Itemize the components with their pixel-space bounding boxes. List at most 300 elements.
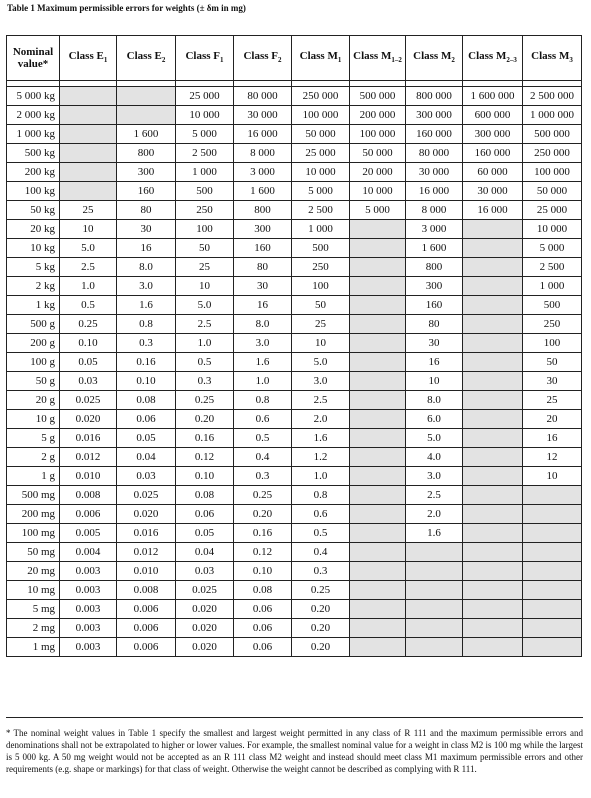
empty-cell <box>350 277 406 296</box>
mpe-value-cell: 80 000 <box>234 87 292 106</box>
mpe-value-cell: 800 <box>117 144 176 163</box>
mpe-value-cell: 100 000 <box>350 125 406 144</box>
empty-cell <box>350 220 406 239</box>
mpe-value-cell: 8.0 <box>406 391 463 410</box>
mpe-value-cell: 0.08 <box>176 486 234 505</box>
mpe-value-cell: 1.6 <box>292 429 350 448</box>
nominal-value-cell: 2 mg <box>7 619 60 638</box>
mpe-value-cell: 5.0 <box>292 353 350 372</box>
column-header-subscript: 3 <box>569 56 573 64</box>
mpe-value-cell: 1.0 <box>234 372 292 391</box>
mpe-value-cell: 0.25 <box>292 581 350 600</box>
mpe-value-cell: 1 000 000 <box>523 106 582 125</box>
mpe-value-cell: 2 500 <box>176 144 234 163</box>
mpe-value-cell: 50 <box>176 239 234 258</box>
mpe-value-cell: 1 000 <box>176 163 234 182</box>
nominal-value-cell: 5 g <box>7 429 60 448</box>
nominal-value-cell: 10 g <box>7 410 60 429</box>
mpe-value-cell: 0.03 <box>117 467 176 486</box>
empty-cell <box>60 106 117 125</box>
mpe-value-cell: 0.016 <box>117 524 176 543</box>
empty-cell <box>463 391 523 410</box>
mpe-value-cell: 0.020 <box>176 600 234 619</box>
nominal-value-cell: 500 mg <box>7 486 60 505</box>
mpe-value-cell: 30 <box>406 334 463 353</box>
empty-cell <box>463 562 523 581</box>
column-header-class <box>350 36 406 81</box>
nominal-value-cell: 500 g <box>7 315 60 334</box>
empty-cell <box>523 562 582 581</box>
mpe-value-cell: 30 000 <box>234 106 292 125</box>
mpe-value-cell: 160 000 <box>406 125 463 144</box>
column-header-subscript: 1 <box>220 56 224 64</box>
nominal-value-cell: 20 g <box>7 391 60 410</box>
column-header-subscript: 1–2 <box>391 56 402 64</box>
mpe-value-cell: 0.12 <box>234 543 292 562</box>
mpe-value-cell: 160 000 <box>463 144 523 163</box>
mpe-value-cell: 1 600 <box>234 182 292 201</box>
empty-cell <box>523 505 582 524</box>
table-row <box>7 353 582 372</box>
mpe-value-cell: 16 <box>523 429 582 448</box>
nominal-value-cell: 5 000 kg <box>7 87 60 106</box>
mpe-value-cell: 80 000 <box>406 144 463 163</box>
mpe-value-cell: 0.020 <box>176 619 234 638</box>
mpe-value-cell: 25 000 <box>292 144 350 163</box>
mpe-value-cell: 100 000 <box>292 106 350 125</box>
mpe-value-cell: 25 000 <box>176 87 234 106</box>
table-row <box>7 505 582 524</box>
empty-cell <box>117 87 176 106</box>
footnote-mark: * <box>6 728 11 738</box>
mpe-value-cell: 500 <box>523 296 582 315</box>
mpe-value-cell: 8 000 <box>234 144 292 163</box>
mpe-value-cell: 16 <box>234 296 292 315</box>
table-row <box>7 258 582 277</box>
table-row <box>7 467 582 486</box>
empty-cell <box>350 315 406 334</box>
column-header-subscript: 1 <box>103 56 108 64</box>
column-header-label: Class M <box>413 50 452 62</box>
column-header-label: Class M <box>468 50 507 62</box>
empty-cell <box>406 581 463 600</box>
empty-cell <box>350 505 406 524</box>
mpe-value-cell: 25 <box>176 258 234 277</box>
mpe-value-cell: 0.012 <box>60 448 117 467</box>
nominal-value-cell: 100 kg <box>7 182 60 201</box>
column-header-subscript: 1 <box>337 56 342 64</box>
mpe-value-cell: 12 <box>523 448 582 467</box>
mpe-value-cell: 2 500 000 <box>523 87 582 106</box>
mpe-value-cell: 0.003 <box>60 562 117 581</box>
column-header-label: Class E <box>68 50 104 62</box>
mpe-value-cell: 5 000 <box>523 239 582 258</box>
empty-cell <box>523 581 582 600</box>
mpe-value-cell: 0.008 <box>117 581 176 600</box>
nominal-value-cell: 20 kg <box>7 220 60 239</box>
mpe-value-cell: 0.10 <box>176 467 234 486</box>
table-row <box>7 315 582 334</box>
mpe-value-cell: 200 000 <box>350 106 406 125</box>
mpe-value-cell: 500 000 <box>350 87 406 106</box>
mpe-value-cell: 0.12 <box>176 448 234 467</box>
nominal-value-cell: 200 g <box>7 334 60 353</box>
mpe-value-cell: 0.10 <box>117 372 176 391</box>
empty-cell <box>463 581 523 600</box>
mpe-value-cell: 5.0 <box>406 429 463 448</box>
column-header-class <box>176 36 234 81</box>
mpe-value-cell: 1.0 <box>176 334 234 353</box>
column-header-label: Class F <box>243 50 279 62</box>
mpe-value-cell: 30 <box>234 277 292 296</box>
table-body <box>7 81 582 657</box>
mpe-value-cell: 0.004 <box>60 543 117 562</box>
nominal-value-cell: 2 kg <box>7 277 60 296</box>
table-row <box>7 429 582 448</box>
nominal-value-cell: 500 kg <box>7 144 60 163</box>
mpe-value-cell: 8 000 <box>406 201 463 220</box>
table-row <box>7 163 582 182</box>
column-header-subscript: 2–3 <box>506 56 517 64</box>
mpe-value-cell: 2.5 <box>176 315 234 334</box>
mpe-value-cell: 0.008 <box>60 486 117 505</box>
mpe-value-cell: 0.06 <box>176 505 234 524</box>
nominal-value-cell: 10 kg <box>7 239 60 258</box>
empty-cell <box>350 543 406 562</box>
empty-cell <box>523 638 582 657</box>
mpe-value-cell: 1.0 <box>292 467 350 486</box>
nominal-value-cell: 1 kg <box>7 296 60 315</box>
table-row <box>7 182 582 201</box>
column-header-label: Class M <box>531 50 570 62</box>
mpe-value-cell: 0.6 <box>292 505 350 524</box>
mpe-value-cell: 20 <box>523 410 582 429</box>
mpe-value-cell: 0.06 <box>234 638 292 657</box>
mpe-value-cell: 0.003 <box>60 581 117 600</box>
mpe-value-cell: 0.25 <box>234 486 292 505</box>
mpe-value-cell: 0.5 <box>234 429 292 448</box>
mpe-value-cell: 60 000 <box>463 163 523 182</box>
mpe-value-cell: 0.05 <box>117 429 176 448</box>
mpe-value-cell: 0.25 <box>176 391 234 410</box>
mpe-value-cell: 300 <box>234 220 292 239</box>
mpe-value-cell: 10 <box>406 372 463 391</box>
nominal-value-cell: 1 g <box>7 467 60 486</box>
column-header-subscript: 2 <box>161 56 166 64</box>
empty-cell <box>523 543 582 562</box>
empty-cell <box>60 182 117 201</box>
empty-cell <box>60 125 117 144</box>
mpe-value-cell: 80 <box>234 258 292 277</box>
mpe-value-cell: 160 <box>117 182 176 201</box>
empty-cell <box>463 619 523 638</box>
mpe-value-cell: 25 <box>60 201 117 220</box>
nominal-value-cell: 200 mg <box>7 505 60 524</box>
mpe-value-cell: 160 <box>234 239 292 258</box>
mpe-value-cell: 250 <box>176 201 234 220</box>
column-header-nominal <box>7 36 60 81</box>
empty-cell <box>463 334 523 353</box>
table-row <box>7 201 582 220</box>
mpe-value-cell: 0.020 <box>176 638 234 657</box>
empty-cell <box>463 372 523 391</box>
table-row <box>7 638 582 657</box>
mpe-value-cell: 0.3 <box>292 562 350 581</box>
mpe-value-cell: 0.4 <box>292 543 350 562</box>
mpe-value-cell: 1.6 <box>234 353 292 372</box>
empty-cell <box>463 220 523 239</box>
table-row <box>7 448 582 467</box>
mpe-value-cell: 10 000 <box>523 220 582 239</box>
empty-cell <box>463 524 523 543</box>
mpe-value-cell: 300 000 <box>463 125 523 144</box>
mpe-value-cell: 0.003 <box>60 600 117 619</box>
mpe-value-cell: 0.3 <box>176 372 234 391</box>
empty-cell <box>60 87 117 106</box>
table-row <box>7 277 582 296</box>
mpe-value-cell: 30 <box>117 220 176 239</box>
table-row <box>7 486 582 505</box>
nominal-value-cell: 50 g <box>7 372 60 391</box>
mpe-value-cell: 100 000 <box>523 163 582 182</box>
column-header-subscript: 2 <box>278 56 282 64</box>
empty-cell <box>463 410 523 429</box>
table-row <box>7 372 582 391</box>
empty-cell <box>463 638 523 657</box>
table-row <box>7 524 582 543</box>
mpe-value-cell: 50 000 <box>292 125 350 144</box>
mpe-value-cell: 4.0 <box>406 448 463 467</box>
empty-cell <box>350 429 406 448</box>
column-header-label: Nominal value* <box>12 46 54 70</box>
table-row <box>7 543 582 562</box>
mpe-value-cell: 0.20 <box>234 505 292 524</box>
mpe-value-cell: 2 500 <box>292 201 350 220</box>
empty-cell <box>406 600 463 619</box>
mpe-value-cell: 25 000 <box>523 201 582 220</box>
mpe-value-cell: 0.006 <box>117 619 176 638</box>
mpe-value-cell: 800 000 <box>406 87 463 106</box>
mpe-value-cell: 16 000 <box>406 182 463 201</box>
mpe-value-cell: 20 000 <box>350 163 406 182</box>
table-row <box>7 334 582 353</box>
mpe-value-cell: 100 <box>523 334 582 353</box>
mpe-value-cell: 2.5 <box>60 258 117 277</box>
mpe-value-cell: 3 000 <box>406 220 463 239</box>
mpe-value-cell: 0.06 <box>234 600 292 619</box>
empty-cell <box>350 562 406 581</box>
mpe-value-cell: 250 <box>523 315 582 334</box>
mpe-value-cell: 10 000 <box>292 163 350 182</box>
mpe-value-cell: 0.08 <box>117 391 176 410</box>
mpe-value-cell: 30 000 <box>463 182 523 201</box>
mpe-value-cell: 250 <box>292 258 350 277</box>
column-header-class <box>234 36 292 81</box>
nominal-value-cell: 5 kg <box>7 258 60 277</box>
mpe-value-cell: 0.006 <box>117 600 176 619</box>
mpe-value-cell: 1 000 <box>292 220 350 239</box>
mpe-value-cell: 5 000 <box>292 182 350 201</box>
mpe-value-cell: 250 000 <box>292 87 350 106</box>
mpe-value-cell: 10 <box>60 220 117 239</box>
mpe-value-cell: 300 000 <box>406 106 463 125</box>
max-permissible-errors-table <box>6 35 582 657</box>
empty-cell <box>463 296 523 315</box>
mpe-value-cell: 0.04 <box>117 448 176 467</box>
nominal-value-cell: 100 mg <box>7 524 60 543</box>
mpe-value-cell: 250 000 <box>523 144 582 163</box>
column-header-class <box>292 36 350 81</box>
empty-cell <box>350 258 406 277</box>
mpe-value-cell: 0.20 <box>292 600 350 619</box>
mpe-value-cell: 5.0 <box>60 239 117 258</box>
nominal-value-cell: 1 000 kg <box>7 125 60 144</box>
mpe-value-cell: 10 <box>292 334 350 353</box>
mpe-value-cell: 1 000 <box>523 277 582 296</box>
table-row <box>7 125 582 144</box>
mpe-value-cell: 2.0 <box>292 410 350 429</box>
empty-cell <box>350 486 406 505</box>
mpe-value-cell: 0.8 <box>117 315 176 334</box>
empty-cell <box>350 391 406 410</box>
empty-cell <box>350 581 406 600</box>
mpe-value-cell: 0.05 <box>176 524 234 543</box>
column-header-label: Class M <box>299 50 338 62</box>
mpe-value-cell: 3.0 <box>234 334 292 353</box>
table-row <box>7 600 582 619</box>
mpe-value-cell: 0.06 <box>234 619 292 638</box>
table-header <box>7 36 582 81</box>
mpe-value-cell: 0.003 <box>60 638 117 657</box>
mpe-value-cell: 0.012 <box>117 543 176 562</box>
nominal-value-cell: 5 mg <box>7 600 60 619</box>
mpe-value-cell: 30 000 <box>406 163 463 182</box>
empty-cell <box>463 239 523 258</box>
empty-cell <box>350 410 406 429</box>
empty-cell <box>350 239 406 258</box>
mpe-value-cell: 5 000 <box>350 201 406 220</box>
table-row <box>7 391 582 410</box>
mpe-value-cell: 30 <box>523 372 582 391</box>
mpe-value-cell: 0.20 <box>176 410 234 429</box>
mpe-value-cell: 0.20 <box>292 638 350 657</box>
mpe-value-cell: 1.6 <box>117 296 176 315</box>
mpe-value-cell: 0.016 <box>60 429 117 448</box>
mpe-value-cell: 3.0 <box>117 277 176 296</box>
mpe-value-cell: 5.0 <box>176 296 234 315</box>
empty-cell <box>350 448 406 467</box>
mpe-value-cell: 2.5 <box>406 486 463 505</box>
mpe-value-cell: 6.0 <box>406 410 463 429</box>
table-row <box>7 239 582 258</box>
mpe-value-cell: 0.003 <box>60 619 117 638</box>
mpe-value-cell: 0.025 <box>117 486 176 505</box>
mpe-value-cell: 100 <box>176 220 234 239</box>
mpe-value-cell: 100 <box>292 277 350 296</box>
mpe-value-cell: 1.0 <box>60 277 117 296</box>
mpe-value-cell: 50 000 <box>523 182 582 201</box>
mpe-value-cell: 0.010 <box>117 562 176 581</box>
column-header-class <box>523 36 582 81</box>
footnote-text: The nominal weight values in Table 1 specify the smallest and largest weight permitted in any class of R 111 and the maximum permissible errors and denominations shall not be extrapolated to higher or lower values. For example, the smallest nominal value for a weight in class M2 is 100 mg while the largest is 5 000 kg. A 50 mg weight would not be accepted as an R 111 class M2 weight and instead should meet class M1 maximum permissible errors and other requirements (e.g. shape or markings) for that class of weight. Otherwise the weight cannot be described as complying with R 111. <box>6 728 583 774</box>
empty-cell <box>350 467 406 486</box>
mpe-value-cell: 500 <box>292 239 350 258</box>
empty-cell <box>463 600 523 619</box>
mpe-value-cell: 0.05 <box>60 353 117 372</box>
empty-cell <box>350 334 406 353</box>
mpe-value-cell: 0.020 <box>60 410 117 429</box>
empty-cell <box>350 524 406 543</box>
mpe-value-cell: 0.08 <box>234 581 292 600</box>
mpe-value-cell: 1.2 <box>292 448 350 467</box>
table-row <box>7 144 582 163</box>
nominal-value-cell: 20 mg <box>7 562 60 581</box>
mpe-value-cell: 3.0 <box>292 372 350 391</box>
column-header-subscript: 2 <box>451 56 455 64</box>
nominal-value-cell: 2 g <box>7 448 60 467</box>
empty-cell <box>463 277 523 296</box>
empty-cell <box>60 144 117 163</box>
nominal-value-cell: 2 000 kg <box>7 106 60 125</box>
mpe-value-cell: 300 <box>406 277 463 296</box>
mpe-value-cell: 16 000 <box>234 125 292 144</box>
mpe-value-cell: 600 000 <box>463 106 523 125</box>
mpe-value-cell: 10 000 <box>350 182 406 201</box>
empty-cell <box>350 372 406 391</box>
nominal-value-cell: 10 mg <box>7 581 60 600</box>
table-row <box>7 581 582 600</box>
empty-cell <box>463 486 523 505</box>
mpe-value-cell: 0.20 <box>292 619 350 638</box>
mpe-value-cell: 3 000 <box>234 163 292 182</box>
empty-cell <box>406 619 463 638</box>
mpe-value-cell: 8.0 <box>234 315 292 334</box>
mpe-value-cell: 0.06 <box>117 410 176 429</box>
mpe-value-cell: 25 <box>523 391 582 410</box>
mpe-value-cell: 0.006 <box>117 638 176 657</box>
empty-cell <box>523 600 582 619</box>
mpe-value-cell: 25 <box>292 315 350 334</box>
mpe-value-cell: 0.3 <box>234 467 292 486</box>
mpe-value-cell: 16 <box>117 239 176 258</box>
mpe-value-cell: 300 <box>117 163 176 182</box>
empty-cell <box>117 106 176 125</box>
column-header-label: Class E <box>126 50 162 62</box>
header-row <box>7 36 582 81</box>
empty-cell <box>523 486 582 505</box>
empty-cell <box>463 315 523 334</box>
empty-cell <box>463 353 523 372</box>
mpe-value-cell: 0.3 <box>117 334 176 353</box>
empty-cell <box>463 467 523 486</box>
nominal-value-cell: 100 g <box>7 353 60 372</box>
empty-cell <box>350 353 406 372</box>
table-row <box>7 87 582 106</box>
mpe-value-cell: 0.025 <box>60 391 117 410</box>
column-header-label: Class M <box>353 50 392 62</box>
mpe-value-cell: 8.0 <box>117 258 176 277</box>
footnote <box>6 717 583 798</box>
mpe-value-cell: 10 <box>176 277 234 296</box>
mpe-value-cell: 0.025 <box>176 581 234 600</box>
empty-cell <box>406 543 463 562</box>
column-header-label: Class F <box>185 50 221 62</box>
mpe-value-cell: 0.020 <box>117 505 176 524</box>
table-row <box>7 106 582 125</box>
empty-cell <box>463 505 523 524</box>
mpe-value-cell: 1 600 <box>117 125 176 144</box>
mpe-value-cell: 0.005 <box>60 524 117 543</box>
